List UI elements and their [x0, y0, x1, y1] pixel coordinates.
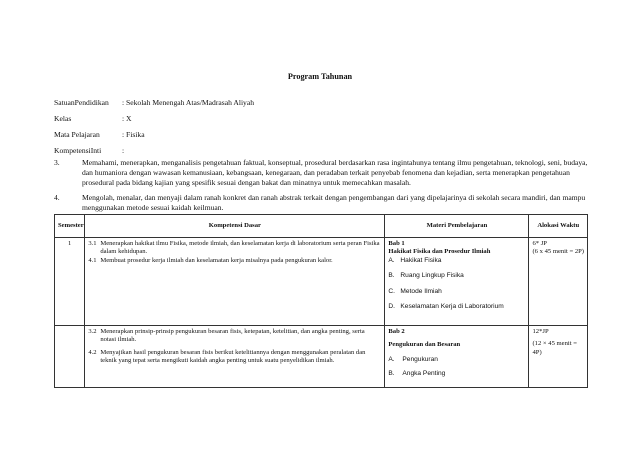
materi-item: [388, 356, 525, 364]
ki-text: Mengolah, menalar, dan menyaji dalam ranah konkret dan ranah abstrak terkait dengan pengembangan dari yang dipelajarinya di sekolah secara mandiri, dan mampu menggunakan metode sesuai kaidah keilmuan.: [82, 193, 586, 212]
kd-text: Menyajikan hasil pengukuran besaran fisis berikut ketelitiannya dengan menggunakan peralatan dan teknik yang tepat serta mengikuti kaidah angka penting untuk suatu penyelidikan ilmiah.: [100, 348, 366, 365]
alokasi-detail: (12 × 45 menit = 4P): [532, 340, 577, 356]
kd-text: Membuat prosedur kerja ilmiah dan keselamatan kerja misalnya pada pengukuran kalor.: [100, 256, 333, 264]
kd-item: [88, 240, 381, 257]
materi-text: Angka Penting: [402, 370, 446, 378]
info-label: Mata Pelajaran: [54, 130, 100, 139]
kd-number: 3.2: [88, 328, 97, 335]
info-value: : Fisika: [122, 130, 145, 139]
semester-cell: 1: [55, 238, 85, 326]
header-materi: Materi Pembelajaran: [385, 215, 529, 238]
info-value: : Sekolah Menengah Atas/Madrasah Aliyah: [122, 98, 255, 107]
kd-number: 4.1: [88, 256, 97, 264]
alokasi-cell: [529, 326, 588, 388]
bab-label: Bab 2: [388, 328, 405, 335]
info-label: KompetensiInti: [54, 146, 102, 155]
kd-item: [88, 257, 381, 265]
table-row: [55, 326, 588, 388]
ki-text: Memahami, menerapkan, menganalisis pengetahuan faktual, konseptual, prosedural berdasarkan rasa ingintahunya tentang ilmu pengetahuan, teknologi, seni, budaya, dan humaniora dengan wawasan kemanusiaan, kebangsaan, kenegaraan, dan peradaban terkait penyebab fenomena dan kejadian, serta menerapkan pengetahuan prosedural pada bidang kajian yang spesifik sesuai dengan bakat dan minatnya untuk memecahkan masalah.: [82, 158, 588, 187]
kd-text: Menerapkan hakikat ilmu Fisika, metode ilmiah, dan keselamatan kerja di laboratorium serta peran Fisika dalam kehidupan.: [100, 240, 380, 256]
table-header-row: [55, 215, 588, 238]
kd-number: 4.2: [88, 348, 97, 356]
materi-item: [388, 370, 525, 378]
kd-text: Menerapkan prinsip-prinsip pengukuran besaran fisis, ketepatan, ketelitian, dan angka penting, serta notasi ilmiah.: [100, 328, 365, 344]
materi-number: D.: [388, 303, 395, 311]
kd-cell: [85, 238, 385, 326]
alokasi-detail: (6 x 45 menit = 2P): [532, 248, 585, 256]
materi-item: [388, 257, 525, 265]
kd-number: 3.1: [88, 240, 97, 247]
materi-number: A.: [388, 256, 395, 264]
info-value: :: [122, 146, 125, 155]
header-semester: Semester: [55, 215, 85, 238]
alokasi-jp: 6* JP: [532, 240, 547, 247]
header-kompetensi-dasar: Kompetensi Dasar: [85, 215, 385, 238]
materi-number: A.: [388, 355, 395, 363]
page-title: Program Tahunan: [287, 72, 353, 81]
info-label: SatuanPendidikan: [54, 98, 109, 107]
kd-cell: [85, 326, 385, 388]
header-alokasi: Alokasi Waktu: [529, 215, 588, 238]
ki-number: 3.: [54, 158, 60, 167]
materi-cell: [385, 238, 529, 326]
materi-text: Ruang Lingkup Fisika: [400, 272, 464, 280]
materi-text: Hakikat Fisika: [400, 256, 442, 264]
table-row: [55, 238, 588, 326]
materi-text: Pengukuran: [402, 355, 438, 363]
materi-number: C.: [388, 287, 395, 295]
info-label: Kelas: [54, 114, 72, 123]
materi-number: B.: [388, 272, 395, 280]
bab-title: Hakikat Fisika dan Prosedur Ilmiah: [388, 248, 491, 256]
materi-item: [388, 272, 525, 280]
materi-cell: [385, 326, 529, 388]
ki-number: 4.: [54, 193, 60, 202]
info-value: : X: [122, 114, 132, 123]
semester-cell: [55, 326, 85, 388]
materi-text: Keselamatan Kerja di Laboratorium: [400, 303, 504, 311]
bab-label: Bab 1: [388, 240, 405, 247]
kd-item: [88, 349, 381, 366]
alokasi-cell: [529, 238, 588, 326]
alokasi-jp: 12*JP: [532, 328, 549, 335]
program-table: [54, 214, 588, 388]
materi-number: B.: [388, 370, 395, 378]
materi-text: Metode Ilmiah: [400, 287, 442, 295]
materi-item: [388, 303, 525, 311]
bab-title: Pengukuran dan Besaran: [388, 341, 461, 349]
kd-item: [88, 328, 381, 345]
materi-item: [388, 288, 525, 296]
